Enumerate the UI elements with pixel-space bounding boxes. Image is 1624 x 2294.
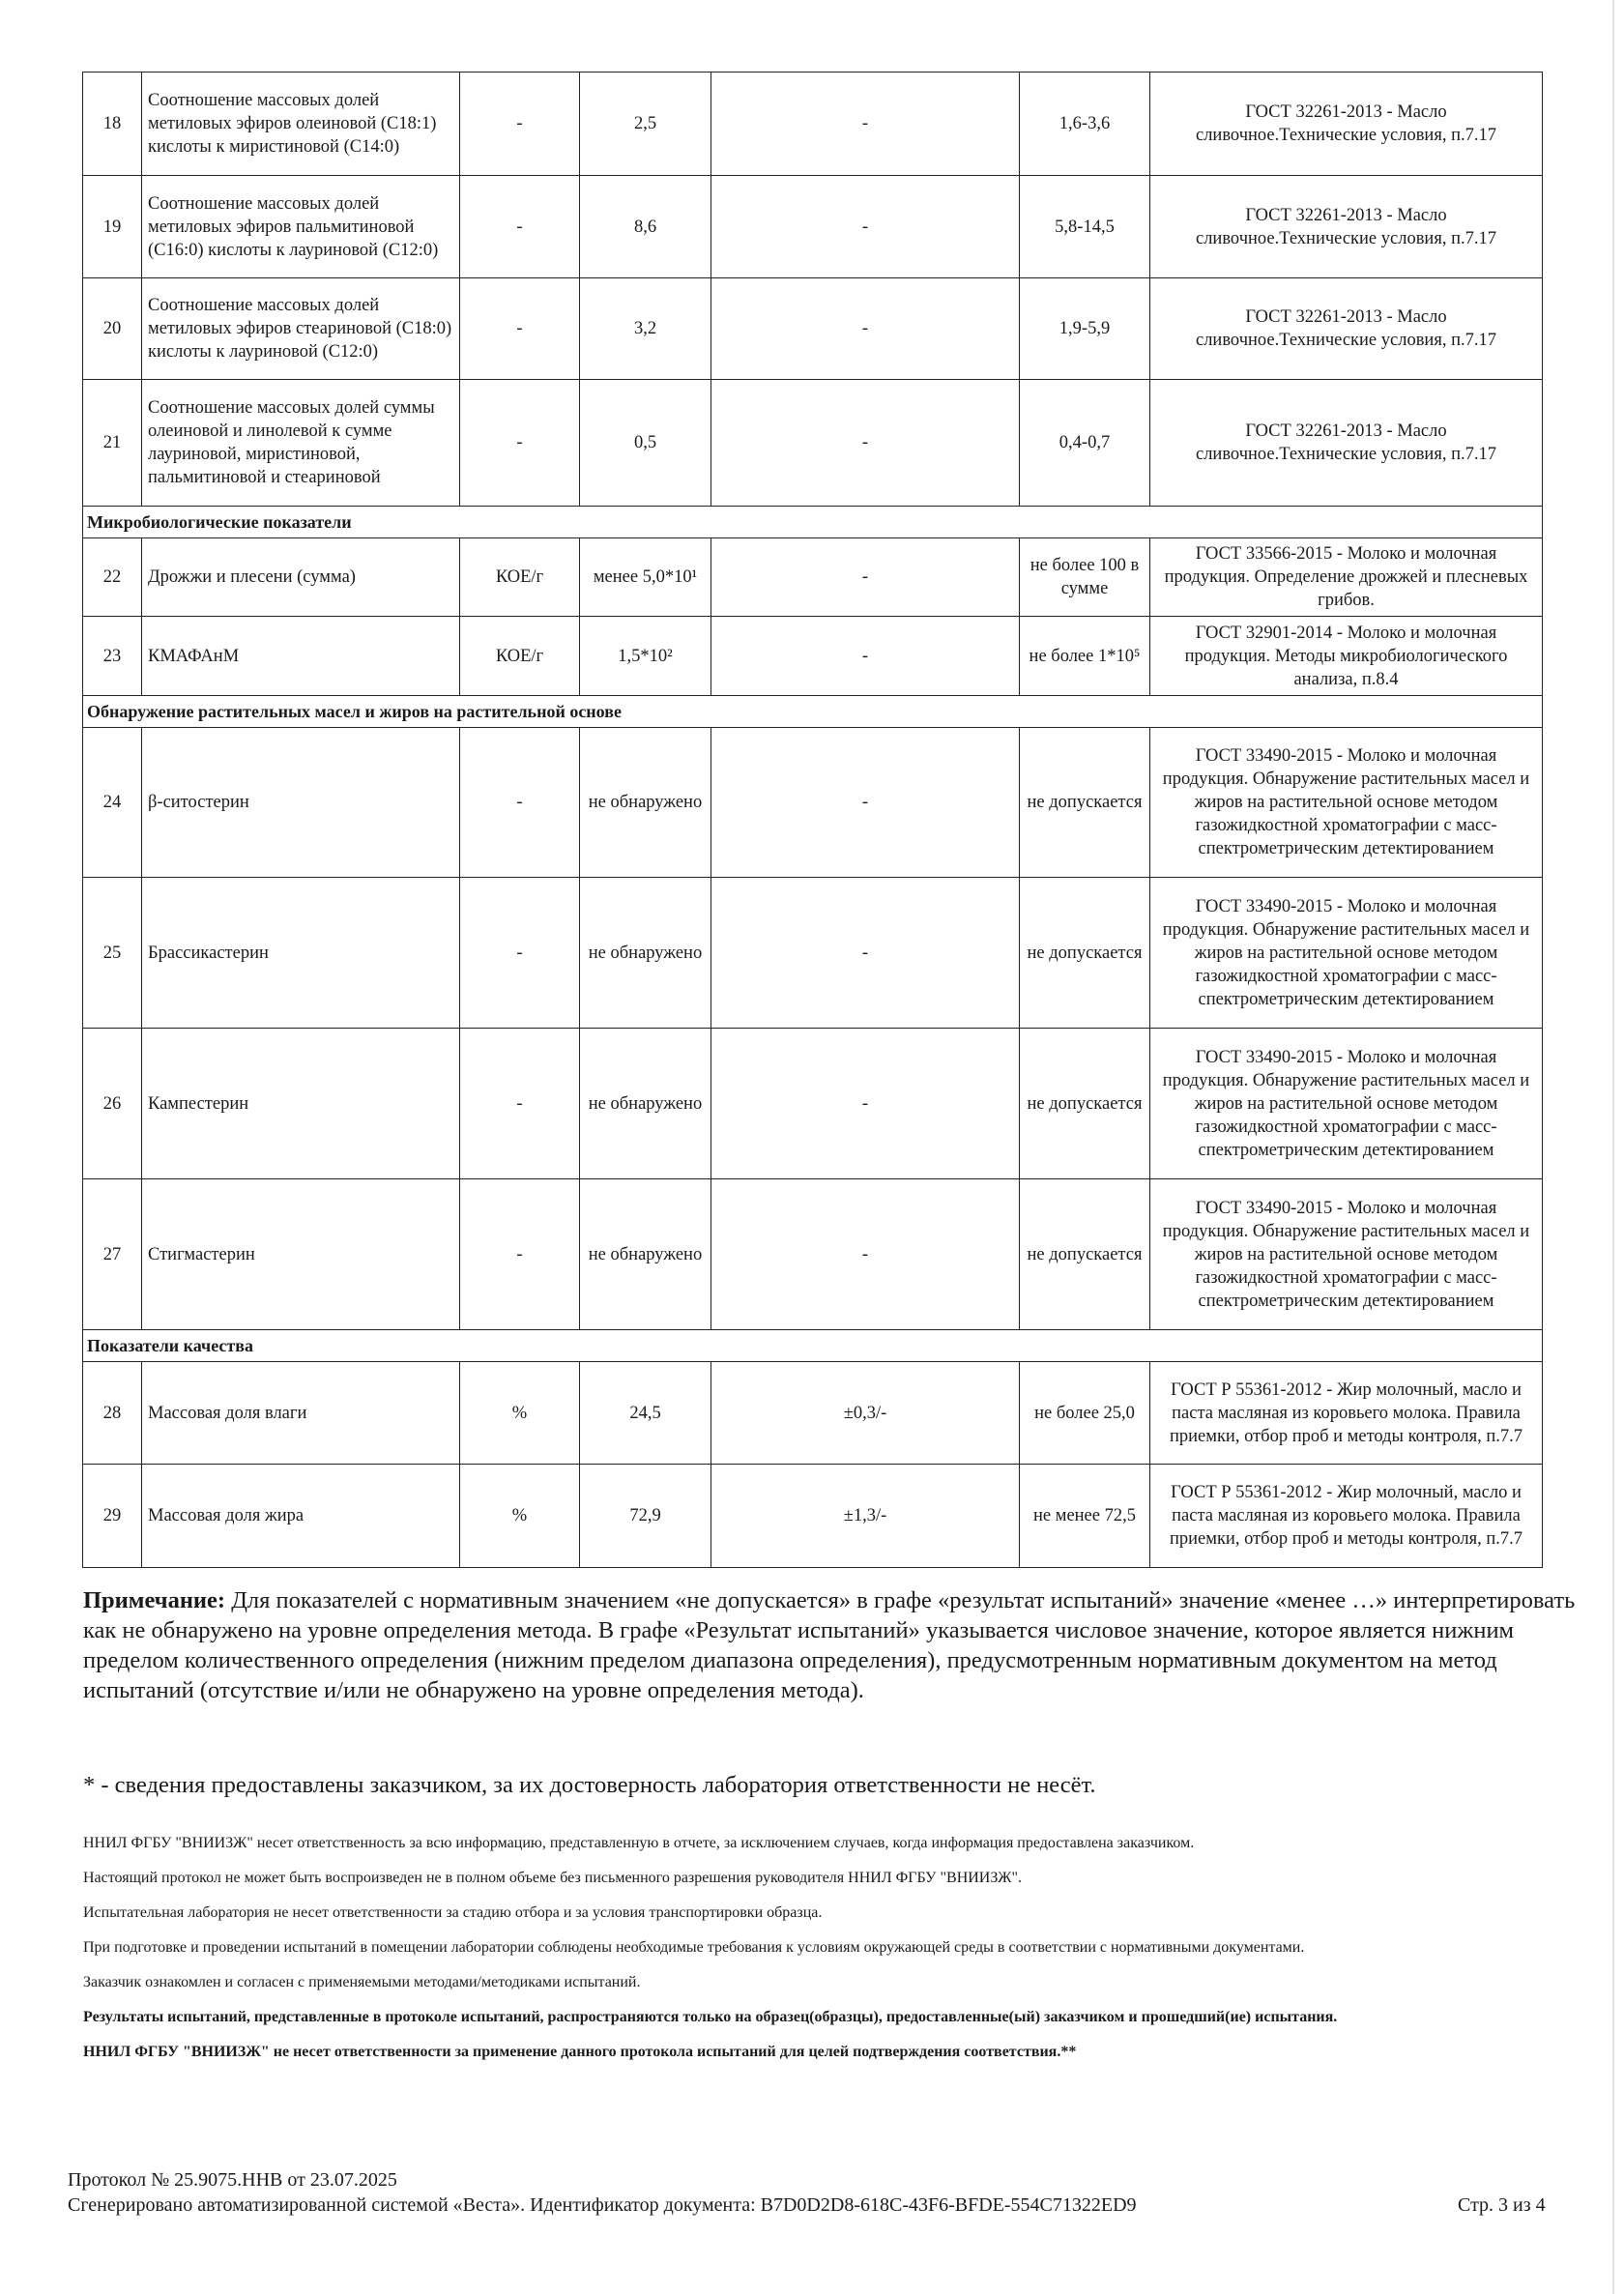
page-number: Стр. 3 из 4 <box>1458 2194 1546 2216</box>
unit: - <box>460 278 580 380</box>
fine-print-line: ННИЛ ФГБУ "ВНИИЗЖ" несет ответственность за всю информацию, представленную в отчете, за исключением случаев, когда информация предоставлена заказчиком. <box>83 1835 1195 1851</box>
page-edge <box>1612 0 1614 2294</box>
measurement-error: ±1,3/- <box>711 1465 1020 1568</box>
fine-print <box>83 1826 1591 2070</box>
test-method: ГОСТ 33490-2015 - Молоко и молочная продукция. Обнаружение растительных масел и жиров на растительной основе методом газожидкостной хроматографии с масс-спектрометрическим детектированием <box>1150 1179 1543 1330</box>
test-result: не обнаружено <box>580 1029 711 1179</box>
norm-value: 5,8-14,5 <box>1020 176 1150 278</box>
row-number: 25 <box>83 878 142 1029</box>
indicator-name: Соотношение массовых долей метиловых эфиров олеиновой (С18:1) кислоты к миристиновой (С14:0) <box>142 73 460 176</box>
row-number: 29 <box>83 1465 142 1568</box>
test-method: ГОСТ 32261-2013 - Масло сливочное.Технические условия, п.7.17 <box>1150 278 1543 380</box>
fine-print-line: Испытательная лаборатория не несет ответственности за стадию отбора и за условия транспортировки образца. <box>83 1904 823 1921</box>
fine-print-line: Настоящий протокол не может быть воспроизведен не в полном объеме без письменного разрешения руководителя ННИЛ ФГБУ "ВНИИЗЖ". <box>83 1870 1023 1886</box>
generated-by: Сгенерировано автоматизированной системой «Веста». Идентификатор документа: B7D0D2D8-618C-43F6-BFDE-554C71322ED9 <box>68 2194 1137 2216</box>
section-header-row <box>83 507 1543 538</box>
row-number: 23 <box>83 617 142 696</box>
test-result: не обнаружено <box>580 1179 711 1330</box>
indicator-name: КМАФАнМ <box>142 617 460 696</box>
star-note: * - сведения предоставлены заказчиком, за их достоверность лаборатория ответственности не несёт. <box>83 1772 1096 1798</box>
row-number: 19 <box>83 176 142 278</box>
norm-value: не более 100 в сумме <box>1020 538 1150 617</box>
indicator-name: Дрожжи и плесени (сумма) <box>142 538 460 617</box>
unit: КОЕ/г <box>460 617 580 696</box>
test-result: 24,5 <box>580 1362 711 1465</box>
norm-value: не более 25,0 <box>1020 1362 1150 1465</box>
measurement-error: - <box>711 617 1020 696</box>
row-number: 22 <box>83 538 142 617</box>
note-paragraph <box>83 1585 1581 1705</box>
test-result: не обнаружено <box>580 728 711 878</box>
table-row <box>83 1029 1543 1179</box>
table-row <box>83 176 1543 278</box>
fine-print-line: При подготовке и проведении испытаний в помещении лаборатории соблюдены необходимые требования к условиям окружающей среды в соответствии с нормативными документами. <box>83 1939 1305 1956</box>
test-method: ГОСТ 33490-2015 - Молоко и молочная продукция. Обнаружение растительных масел и жиров на растительной основе методом газожидкостной хроматографии с масс-спектрометрическим детектированием <box>1150 878 1543 1029</box>
row-number: 28 <box>83 1362 142 1465</box>
measurement-error: - <box>711 1179 1020 1330</box>
unit: - <box>460 1029 580 1179</box>
unit: % <box>460 1362 580 1465</box>
row-number: 21 <box>83 380 142 507</box>
table-row <box>83 1362 1543 1465</box>
indicator-name: Массовая доля влаги <box>142 1362 460 1465</box>
test-method: ГОСТ 32261-2013 - Масло сливочное.Технические условия, п.7.17 <box>1150 176 1543 278</box>
measurement-error: - <box>711 878 1020 1029</box>
table-row <box>83 1465 1543 1568</box>
table-row <box>83 538 1543 617</box>
test-result: 8,6 <box>580 176 711 278</box>
section-header-row <box>83 1330 1543 1362</box>
unit: - <box>460 73 580 176</box>
indicator-name: Соотношение массовых долей суммы олеиновой и линолевой к сумме лауриновой, миристиновой, пальмитиновой и стеариновой <box>142 380 460 507</box>
section-title: Показатели качества <box>83 1330 1543 1362</box>
row-number: 18 <box>83 73 142 176</box>
test-result: не обнаружено <box>580 878 711 1029</box>
test-result: менее 5,0*10¹ <box>580 538 711 617</box>
norm-value: не допускается <box>1020 1029 1150 1179</box>
norm-value: 1,6-3,6 <box>1020 73 1150 176</box>
indicator-name: Массовая доля жира <box>142 1465 460 1568</box>
measurement-error: - <box>711 538 1020 617</box>
table-row <box>83 617 1543 696</box>
indicator-name: Брассикастерин <box>142 878 460 1029</box>
measurement-error: - <box>711 73 1020 176</box>
unit: % <box>460 1465 580 1568</box>
norm-value: не менее 72,5 <box>1020 1465 1150 1568</box>
section-header-row <box>83 696 1543 728</box>
unit: КОЕ/г <box>460 538 580 617</box>
row-number: 24 <box>83 728 142 878</box>
row-number: 27 <box>83 1179 142 1330</box>
unit: - <box>460 380 580 507</box>
test-method: ГОСТ Р 55361-2012 - Жир молочный, масло и паста масляная из коровьего молока. Правила приемки, отбор проб и методы контроля, п.7.7 <box>1150 1465 1543 1568</box>
note-text: Для показателей с нормативным значением «не допускается» в графе «результат испытаний» значение «менее …» интерпретировать как не обнаружено на уровне определения метода. В графе «Результат испытаний» указывается числовое значение, которое является нижним пределом количественного определения (нижним пределом диапазона определения), предусмотренным нормативным документом на метод испытаний (отсутствие и/или не обнаружено на уровне определения метода). <box>83 1587 1576 1703</box>
table-row <box>83 728 1543 878</box>
note-label: Примечание: <box>83 1587 226 1613</box>
table-row <box>83 73 1543 176</box>
indicator-name: β-ситостерин <box>142 728 460 878</box>
test-method: ГОСТ 33490-2015 - Молоко и молочная продукция. Обнаружение растительных масел и жиров на растительной основе методом газожидкостной хроматографии с масс-спектрометрическим детектированием <box>1150 1029 1543 1179</box>
norm-value: не более 1*10⁵ <box>1020 617 1150 696</box>
test-method: ГОСТ 33490-2015 - Молоко и молочная продукция. Обнаружение растительных масел и жиров на растительной основе методом газожидкостной хроматографии с масс-спектрометрическим детектированием <box>1150 728 1543 878</box>
norm-value: не допускается <box>1020 1179 1150 1330</box>
test-result: 2,5 <box>580 73 711 176</box>
test-result: 72,9 <box>580 1465 711 1568</box>
indicator-name: Стигмастерин <box>142 1179 460 1330</box>
norm-value: не допускается <box>1020 878 1150 1029</box>
section-title: Микробиологические показатели <box>83 507 1543 538</box>
test-result: 0,5 <box>580 380 711 507</box>
table-row <box>83 380 1543 507</box>
row-number: 26 <box>83 1029 142 1179</box>
measurement-error: - <box>711 728 1020 878</box>
measurement-error: - <box>711 278 1020 380</box>
table-row <box>83 878 1543 1029</box>
fine-print-bold-line: Результаты испытаний, представленные в протоколе испытаний, распространяются только на образец(образцы), предоставленные(ый) заказчиком и прошедший(ие) испытания. <box>83 2009 1338 2025</box>
test-method: ГОСТ 32261-2013 - Масло сливочное.Технические условия, п.7.17 <box>1150 380 1543 507</box>
norm-value: 0,4-0,7 <box>1020 380 1150 507</box>
results-table <box>82 72 1543 1568</box>
test-method: ГОСТ 33566-2015 - Молоко и молочная продукция. Определение дрожжей и плесневых грибов. <box>1150 538 1543 617</box>
indicator-name: Соотношение массовых долей метиловых эфиров стеариновой (С18:0) кислоты к лауриновой (С12:0) <box>142 278 460 380</box>
indicator-name: Соотношение массовых долей метиловых эфиров пальмитиновой (С16:0) кислоты к лауриновой (С12:0) <box>142 176 460 278</box>
section-title: Обнаружение растительных масел и жиров на растительной основе <box>83 696 1543 728</box>
row-number: 20 <box>83 278 142 380</box>
measurement-error: ±0,3/- <box>711 1362 1020 1465</box>
table-row <box>83 1179 1543 1330</box>
norm-value: не допускается <box>1020 728 1150 878</box>
test-result: 1,5*10² <box>580 617 711 696</box>
unit: - <box>460 728 580 878</box>
fine-print-line: Заказчик ознакомлен и согласен с применяемыми методами/методиками испытаний. <box>83 1974 641 1990</box>
measurement-error: - <box>711 176 1020 278</box>
unit: - <box>460 878 580 1029</box>
protocol-number: Протокол № 25.9075.ННВ от 23.07.2025 <box>68 2169 397 2191</box>
norm-value: 1,9-5,9 <box>1020 278 1150 380</box>
unit: - <box>460 176 580 278</box>
test-result: 3,2 <box>580 278 711 380</box>
fine-print-bold-line: ННИЛ ФГБУ "ВНИИЗЖ" не несет ответственности за применение данного протокола испытаний для целей подтверждения соответствия.** <box>83 2044 1077 2060</box>
test-method: ГОСТ Р 55361-2012 - Жир молочный, масло и паста масляная из коровьего молока. Правила приемки, отбор проб и методы контроля, п.7.7 <box>1150 1362 1543 1465</box>
table-row <box>83 278 1543 380</box>
test-method: ГОСТ 32901-2014 - Молоко и молочная продукция. Методы микробиологического анализа, п.8.4 <box>1150 617 1543 696</box>
measurement-error: - <box>711 1029 1020 1179</box>
measurement-error: - <box>711 380 1020 507</box>
unit: - <box>460 1179 580 1330</box>
test-method: ГОСТ 32261-2013 - Масло сливочное.Технические условия, п.7.17 <box>1150 73 1543 176</box>
indicator-name: Кампестерин <box>142 1029 460 1179</box>
